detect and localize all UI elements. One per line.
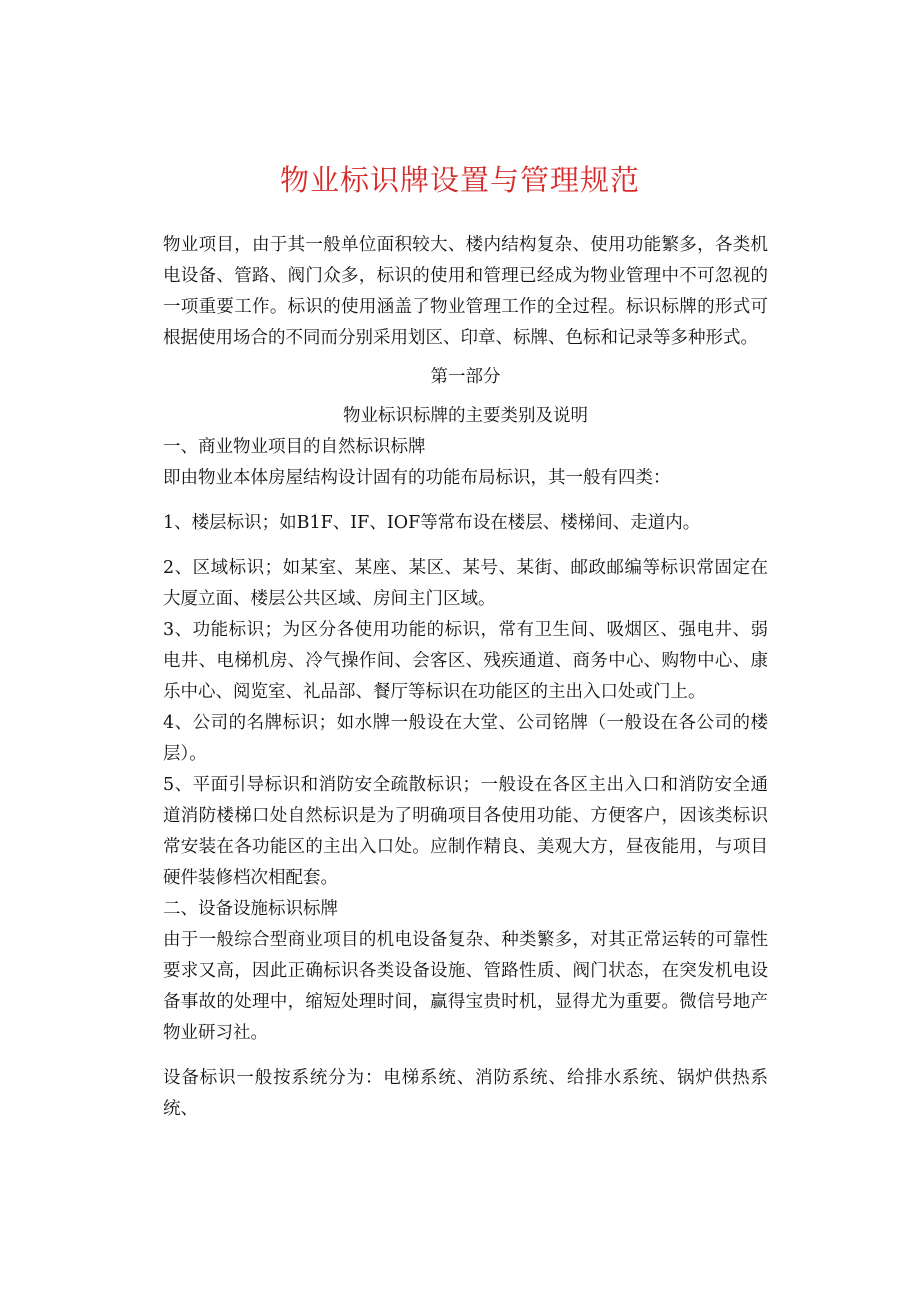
document-title: 物业标识牌设置与管理规范: [279, 163, 640, 197]
list-item: 2、区域标识；如某室、某座、某区、某号、某街、邮政邮编等标识常固定在大厦立面、楼层公共区域、房间主门区域。: [163, 558, 768, 609]
document-body: [163, 230, 768, 1125]
intro-paragraph: 物业项目，由于其一般单位面积较大、楼内结构复杂、使用功能繁多，各类机电设备、管路、阀门众多，标识的使用和管理已经成为物业管理中不可忽视的一项重要工作。标识的使用涵盖了物业管理工作的全过程。标识标牌的形式可根据使用场合的不同而分别采用划区、印章、标牌、色标和记录等多种形式。: [163, 235, 768, 348]
section-lead: 即由物业本体房屋结构设计固有的功能布局标识，其一般有四类：: [163, 468, 671, 488]
section-heading: 一、商业物业项目的自然标识标牌: [163, 437, 426, 457]
list-item: 5、平面引导标识和消防安全疏散标识；一般设在各区主出入口和消防安全通道消防楼梯口处自然标识是为了明确项目各使用功能、方便客户，因该类标识常安装在各功能区的主出入口处。应制作精良、美观大方，昼夜能用，与项目硬件装修档次相配套。: [163, 775, 768, 888]
section-heading: 二、设备设施标识标牌: [163, 899, 338, 919]
list-item: 4、公司的名牌标识；如水牌一般设在大堂、公司铭牌（一般设在各公司的楼层）。: [163, 713, 768, 764]
list-item: 1、楼层标识；如B1F、IF、IOF等常布设在楼层、楼梯间、走道内。: [163, 513, 701, 533]
list-item: 3、功能标识；为区分各使用功能的标识，常有卫生间、吸烟区、强电井、弱电井、电梯机房、冷气操作间、会客区、残疾通道、商务中心、购物中心、康乐中心、阅览室、礼品部、餐厅等标识在功能区的主出入口处或门上。: [163, 620, 768, 702]
section-paragraph: 由于一般综合型商业项目的机电设备复杂、种类繁多，对其正常运转的可靠性要求又高，因此正确标识各类设备设施、管路性质、阀门状态，在突发机电设备事故的处理中，缩短处理时间，赢得宝贵时机，显得尤为重要。微信号地产物业研习社。: [163, 930, 768, 1043]
section-paragraph: 设备标识一般按系统分为：电梯系统、消防系统、给排水系统、锅炉供热系统、: [163, 1068, 768, 1119]
part-label: 第一部分: [430, 367, 501, 387]
part-title: 物业标识标牌的主要类别及说明: [343, 406, 588, 426]
